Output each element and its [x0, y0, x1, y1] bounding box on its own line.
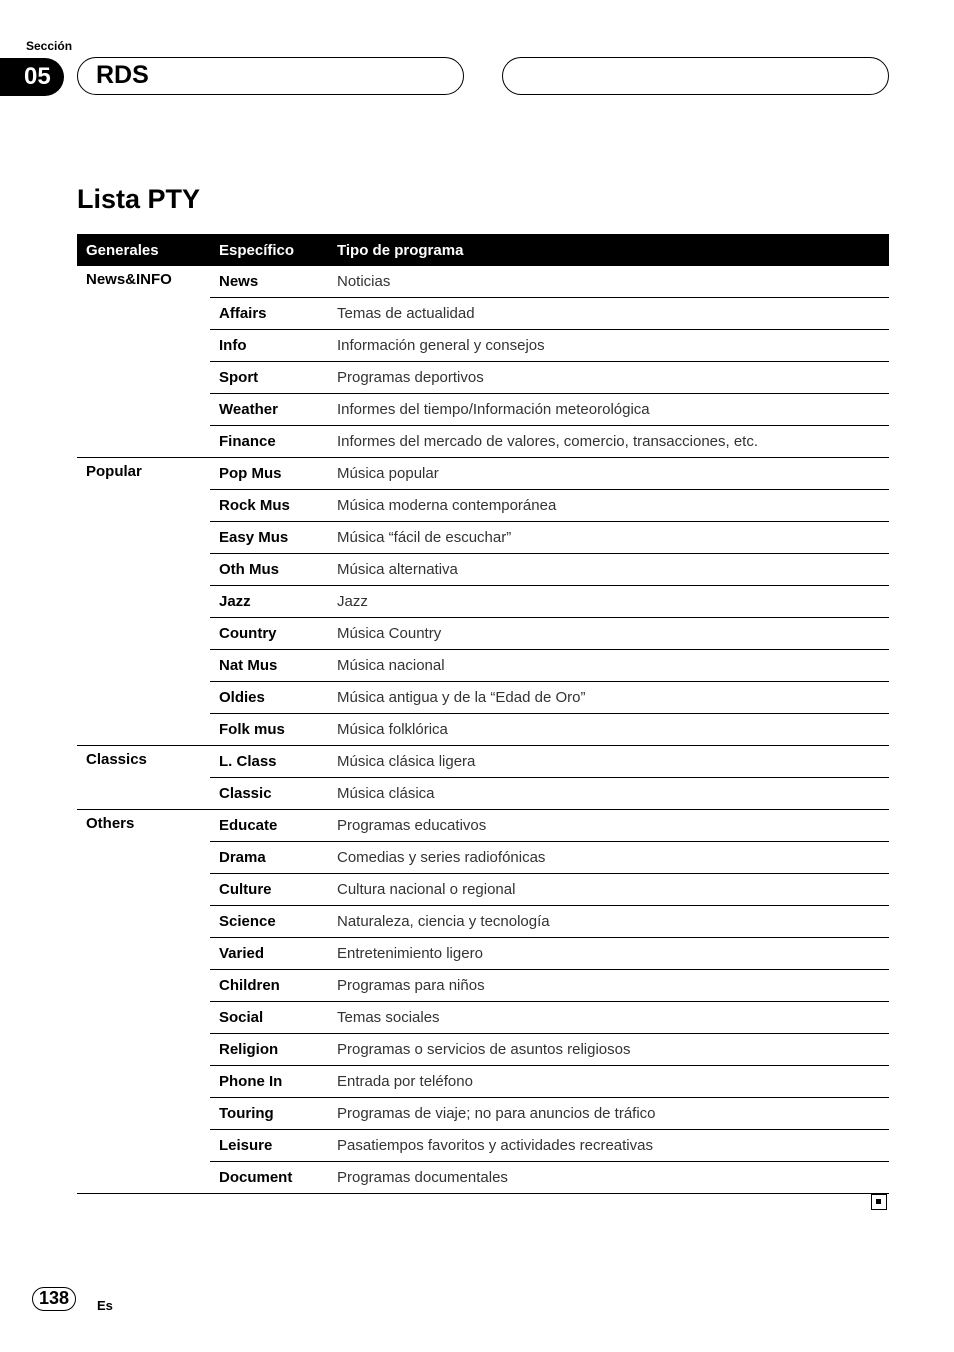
specific-type-cell: Document — [210, 1162, 328, 1194]
column-header-general: Generales — [77, 234, 210, 266]
specific-type-cell: Oldies — [210, 682, 328, 714]
pty-table — [77, 234, 889, 1194]
specific-type-cell: Affairs — [210, 298, 328, 330]
program-type-cell: Música antigua y de la “Edad de Oro” — [328, 682, 889, 714]
general-category-cell: Others — [77, 810, 210, 1194]
column-header-type: Tipo de programa — [328, 234, 889, 266]
program-type-cell: Temas de actualidad — [328, 298, 889, 330]
secondary-header — [502, 57, 889, 95]
table-row — [77, 458, 889, 490]
specific-type-cell: Varied — [210, 938, 328, 970]
specific-type-cell: L. Class — [210, 746, 328, 778]
page-number: 138 — [32, 1287, 76, 1311]
specific-type-cell: Oth Mus — [210, 554, 328, 586]
program-type-cell: Música moderna contemporánea — [328, 490, 889, 522]
pty-table-body — [77, 266, 889, 1194]
program-type-cell: Programas o servicios de asuntos religiosos — [328, 1034, 889, 1066]
program-type-cell: Información general y consejos — [328, 330, 889, 362]
specific-type-cell: Science — [210, 906, 328, 938]
specific-type-cell: Rock Mus — [210, 490, 328, 522]
program-type-cell: Música Country — [328, 618, 889, 650]
specific-type-cell: Sport — [210, 362, 328, 394]
specific-type-cell: Finance — [210, 426, 328, 458]
section-label: Sección — [26, 39, 73, 53]
table-row — [77, 746, 889, 778]
program-type-cell: Música folklórica — [328, 714, 889, 746]
specific-type-cell: Phone In — [210, 1066, 328, 1098]
specific-type-cell: Touring — [210, 1098, 328, 1130]
program-type-cell: Comedias y series radiofónicas — [328, 842, 889, 874]
column-header-specific: Específico — [210, 234, 328, 266]
general-category-cell: News&INFO — [77, 266, 210, 458]
specific-type-cell: Weather — [210, 394, 328, 426]
program-type-cell: Jazz — [328, 586, 889, 618]
program-type-cell: Pasatiempos favoritos y actividades recreativas — [328, 1130, 889, 1162]
specific-type-cell: Children — [210, 970, 328, 1002]
program-type-cell: Música clásica ligera — [328, 746, 889, 778]
specific-type-cell: Social — [210, 1002, 328, 1034]
specific-type-cell: Leisure — [210, 1130, 328, 1162]
end-of-section-icon — [871, 1194, 887, 1210]
specific-type-cell: Educate — [210, 810, 328, 842]
section-number-badge: 05 — [0, 58, 64, 96]
language-code: Es — [97, 1298, 113, 1313]
specific-type-cell: News — [210, 266, 328, 298]
program-type-cell: Música nacional — [328, 650, 889, 682]
program-type-cell: Programas de viaje; no para anuncios de tráfico — [328, 1098, 889, 1130]
specific-type-cell: Country — [210, 618, 328, 650]
table-row — [77, 810, 889, 842]
table-header-row — [77, 234, 889, 266]
program-type-cell: Programas educativos — [328, 810, 889, 842]
page-title: Lista PTY — [77, 184, 201, 214]
chapter-header — [77, 57, 464, 95]
program-type-cell: Programas documentales — [328, 1162, 889, 1194]
program-type-cell: Informes del mercado de valores, comercio, transacciones, etc. — [328, 426, 889, 458]
program-type-cell: Noticias — [328, 266, 889, 298]
program-type-cell: Temas sociales — [328, 1002, 889, 1034]
program-type-cell: Programas deportivos — [328, 362, 889, 394]
specific-type-cell: Classic — [210, 778, 328, 810]
specific-type-cell: Easy Mus — [210, 522, 328, 554]
specific-type-cell: Info — [210, 330, 328, 362]
specific-type-cell: Drama — [210, 842, 328, 874]
table-row — [77, 266, 889, 298]
program-type-cell: Naturaleza, ciencia y tecnología — [328, 906, 889, 938]
program-type-cell: Informes del tiempo/Información meteorológica — [328, 394, 889, 426]
chapter-title: RDS — [96, 61, 149, 89]
specific-type-cell: Pop Mus — [210, 458, 328, 490]
program-type-cell: Cultura nacional o regional — [328, 874, 889, 906]
specific-type-cell: Religion — [210, 1034, 328, 1066]
program-type-cell: Entretenimiento ligero — [328, 938, 889, 970]
program-type-cell: Música alternativa — [328, 554, 889, 586]
specific-type-cell: Nat Mus — [210, 650, 328, 682]
program-type-cell: Programas para niños — [328, 970, 889, 1002]
specific-type-cell: Jazz — [210, 586, 328, 618]
program-type-cell: Música popular — [328, 458, 889, 490]
specific-type-cell: Folk mus — [210, 714, 328, 746]
general-category-cell: Popular — [77, 458, 210, 746]
program-type-cell: Entrada por teléfono — [328, 1066, 889, 1098]
general-category-cell: Classics — [77, 746, 210, 810]
program-type-cell: Música clásica — [328, 778, 889, 810]
specific-type-cell: Culture — [210, 874, 328, 906]
program-type-cell: Música “fácil de escuchar” — [328, 522, 889, 554]
